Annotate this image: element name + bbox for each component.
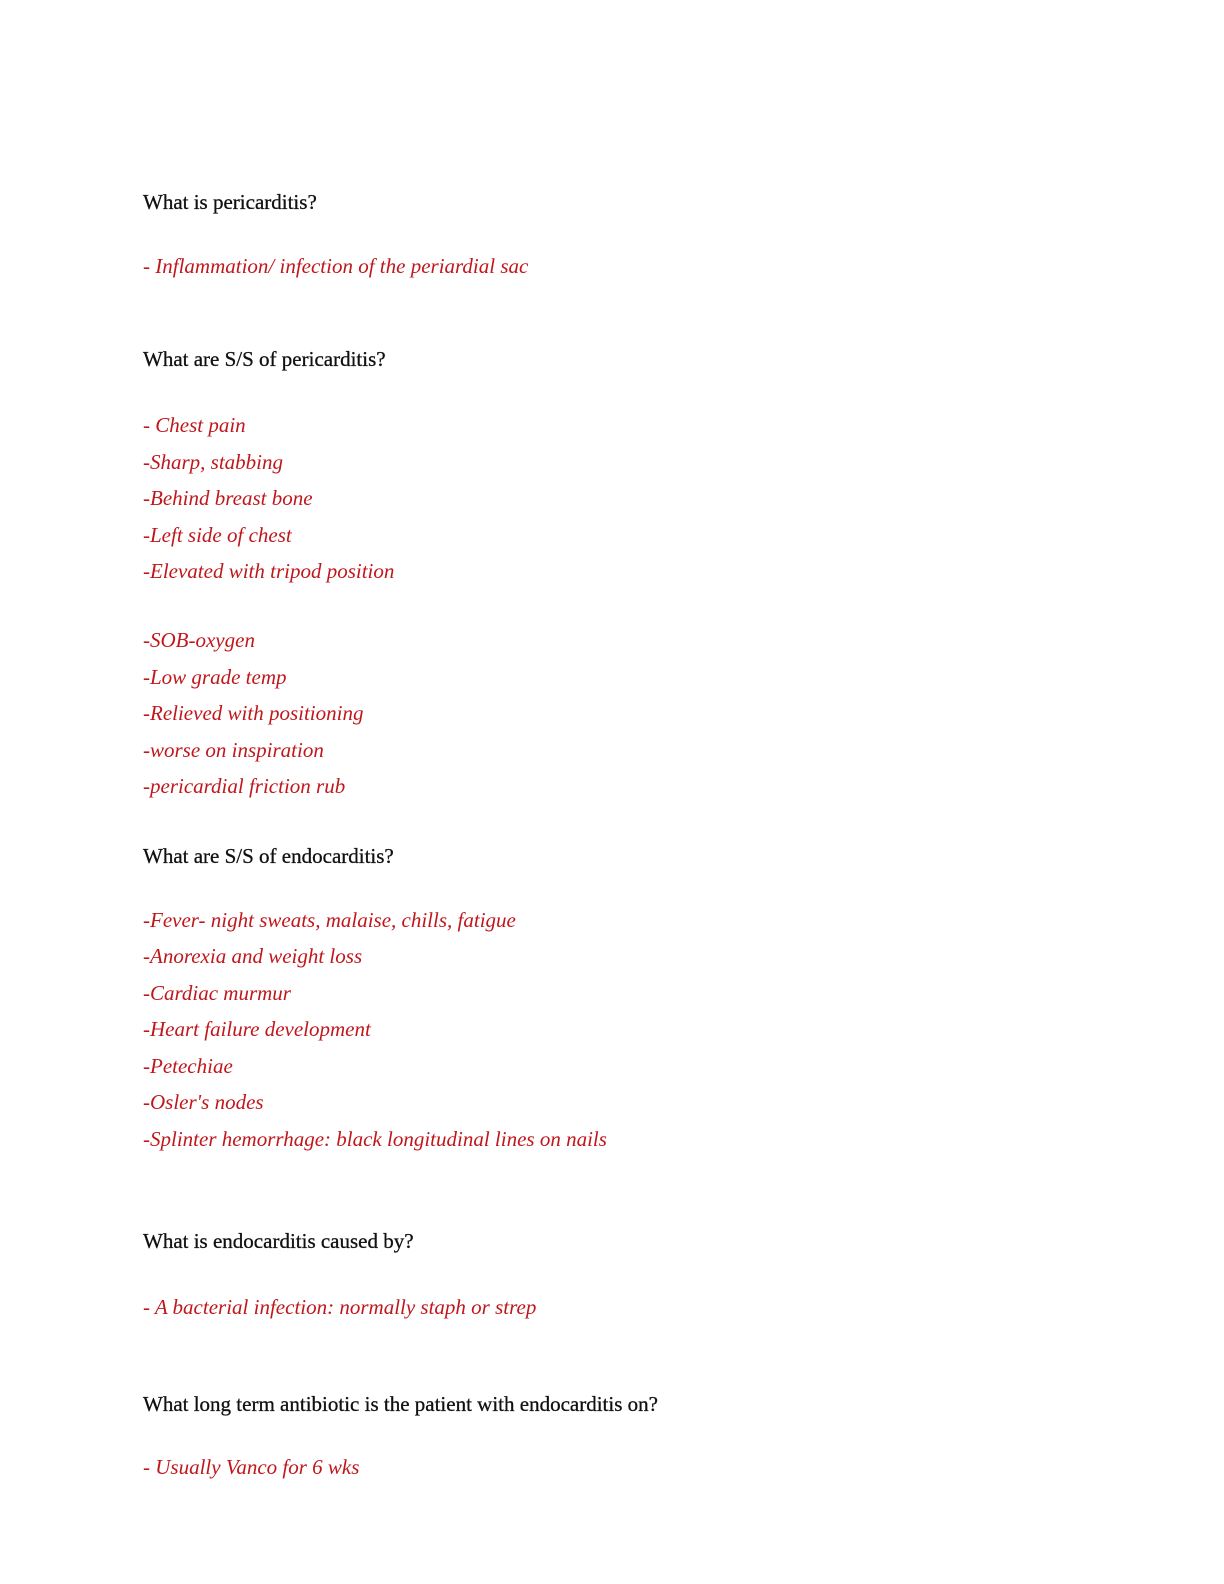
- answer-endocarditis-symptom: -Anorexia and weight loss: [143, 944, 363, 968]
- answer-pericarditis-symptom: -Relieved with positioning: [143, 701, 364, 725]
- answer-pericarditis-symptom: -Left side of chest: [143, 523, 292, 547]
- answer-pericarditis-symptom: -Elevated with tripod position: [143, 559, 395, 583]
- answer-pericarditis-symptom: - Chest pain: [143, 413, 246, 437]
- answer-endocarditis-cause: - A bacterial infection: normally staph or strep: [143, 1295, 537, 1319]
- question-endocarditis-symptoms: What are S/S of endocarditis?: [143, 844, 394, 868]
- answer-pericarditis-symptom: -SOB-oxygen: [143, 628, 255, 652]
- answer-pericarditis-symptom: -pericardial friction rub: [143, 774, 346, 798]
- answer-endocarditis-symptom: -Splinter hemorrhage: black longitudinal lines on nails: [143, 1127, 607, 1151]
- answer-pericarditis-symptom: -Behind breast bone: [143, 486, 313, 510]
- answer-pericarditis-symptom: -worse on inspiration: [143, 738, 324, 762]
- answer-pericarditis-definition: - Inflammation/ infection of the periardial sac: [143, 254, 529, 278]
- question-pericarditis-symptoms: What are S/S of pericarditis?: [143, 347, 386, 371]
- answer-pericarditis-symptom: -Sharp, stabbing: [143, 450, 284, 474]
- answer-endocarditis-symptom: -Petechiae: [143, 1054, 233, 1078]
- answer-pericarditis-symptom: -Low grade temp: [143, 665, 287, 689]
- question-pericarditis-definition: What is pericarditis?: [143, 190, 317, 214]
- question-endocarditis-cause: What is endocarditis caused by?: [143, 1229, 414, 1253]
- answer-endocarditis-antibiotic: - Usually Vanco for 6 wks: [143, 1455, 360, 1479]
- answer-endocarditis-symptom: -Cardiac murmur: [143, 981, 291, 1005]
- question-endocarditis-antibiotic: What long term antibiotic is the patient with endocarditis on?: [143, 1392, 658, 1416]
- answer-endocarditis-symptom: -Heart failure development: [143, 1017, 371, 1041]
- answer-endocarditis-symptom: -Fever- night sweats, malaise, chills, fatigue: [143, 908, 516, 932]
- answer-endocarditis-symptom: -Osler's nodes: [143, 1090, 264, 1114]
